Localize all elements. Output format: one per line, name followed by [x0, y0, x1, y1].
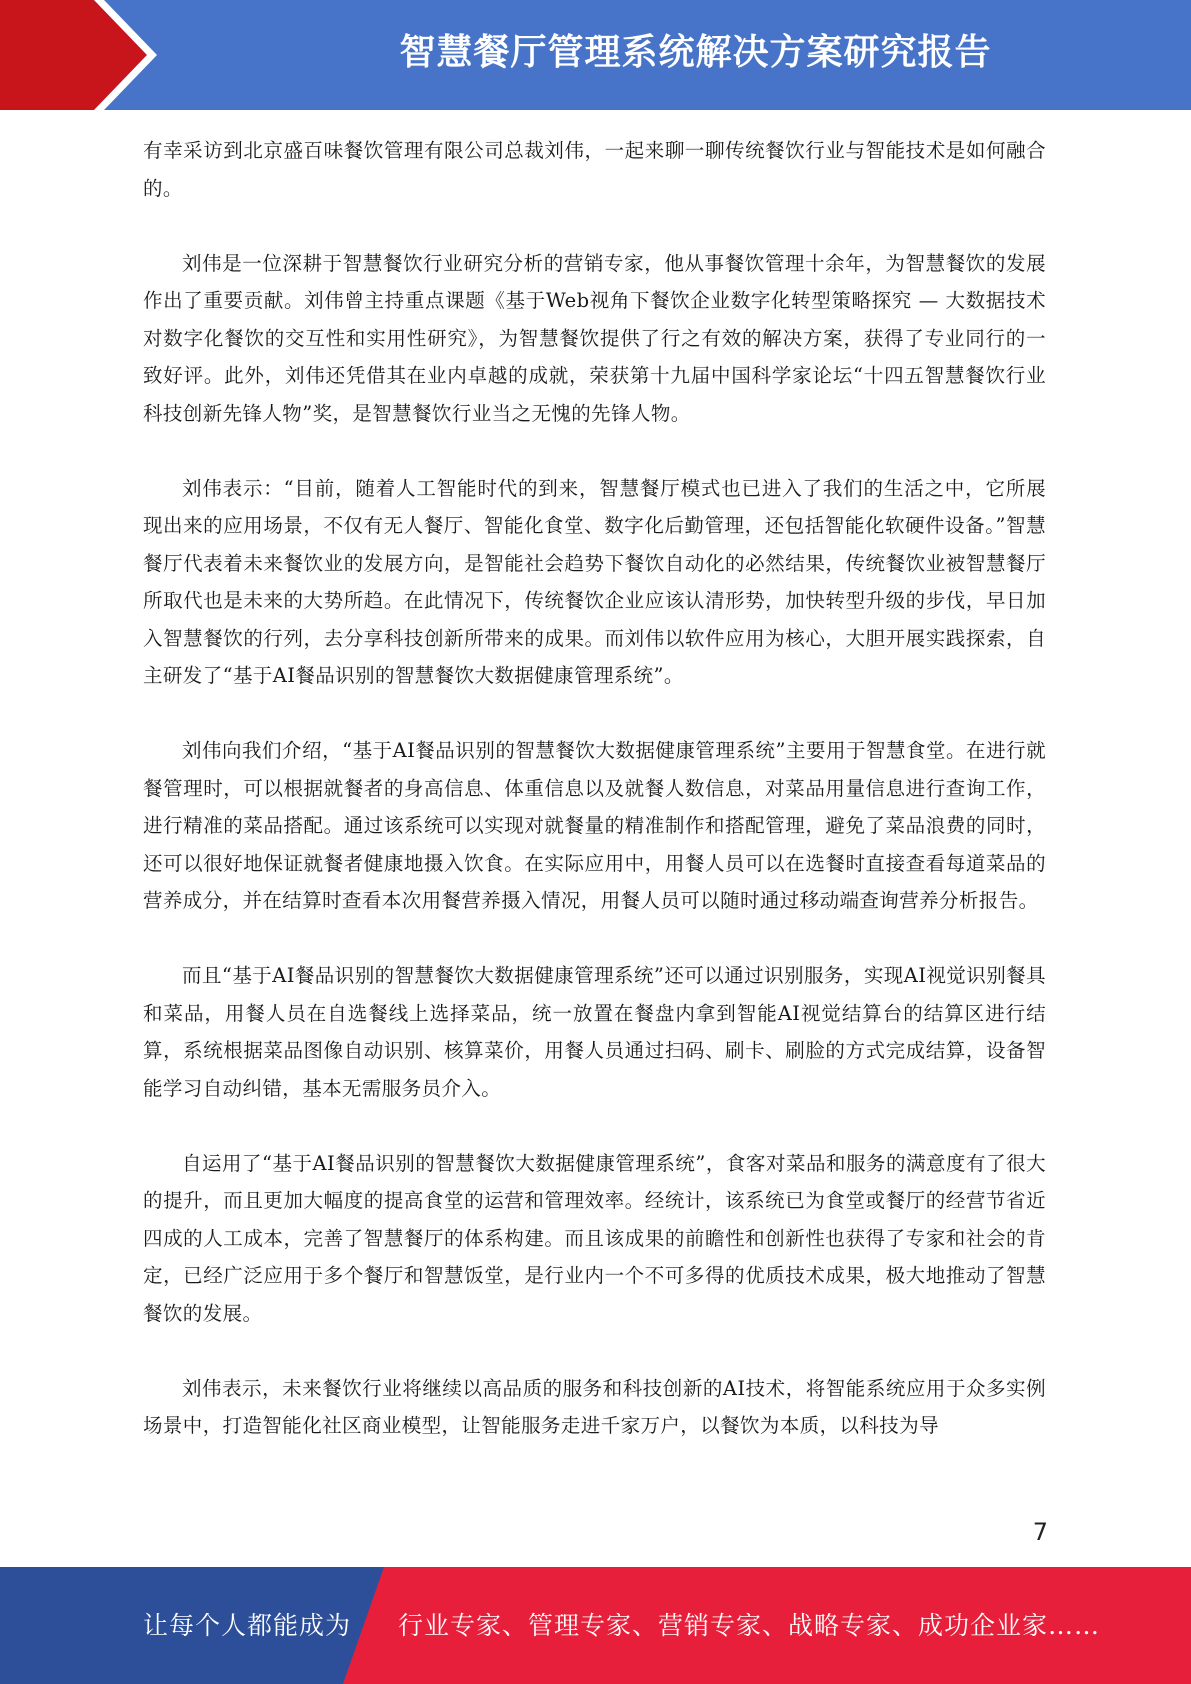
- page-number: 7: [1032, 1518, 1048, 1546]
- paragraph: 刘伟是一位深耕于智慧餐饮行业研究分析的营销专家，他从事餐饮管理十余年，为智慧餐饮的发展作出了重要贡献。刘伟曾主持重点课题《基于Web视角下餐饮企业数字化转型策略探究 — 大数据技术对数字化餐饮的交互性和实用性研究》，为智慧餐饮提供了行之有效的解决方案，获得了专业同行的一致好评。此外，刘伟还凭借其在业内卓越的成就，荣获第十九届中国科学家论坛“十四五智慧餐饮行业科技创新先锋人物”奖，是智慧餐饮行业当之无愧的先锋人物。: [143, 251, 1046, 425]
- paragraph: 而且“基于AI餐品识别的智慧餐饮大数据健康管理系统”还可以通过识别服务，实现AI视觉识别餐具和菜品，用餐人员在自选餐线上选择菜品，统一放置在餐盘内拿到智能AI视觉结算台的结算区进行结算，系统根据菜品图像自动识别、核算菜价，用餐人员通过扫码、刷卡、刷脸的方式完成结算，设备智能学习自动纠错，基本无需服务员介入。: [143, 964, 1046, 1100]
- header-banner: [0, 0, 1191, 110]
- article-body: [143, 132, 1046, 1482]
- footer-slogan-right: 行业专家、管理专家、营销专家、战略专家、成功企业家……: [398, 1611, 1101, 1640]
- paragraph: 刘伟表示：“目前，随着人工智能时代的到来，智慧餐厅模式也已进入了我们的生活之中，它所展现出来的应用场景，不仅有无人餐厅、智能化食堂、数字化后勤管理，还包括智能化软硬件设备。”智慧餐厅代表着未来餐饮业的发展方向，是智能社会趋势下餐饮自动化的必然结果，传统餐饮业被智慧餐厅所取代也是未来的大势所趋。在此情况下，传统餐饮企业应该认清形势，加快转型升级的步伐，早日加入智慧餐饮的行列，去分享科技创新所带来的成果。而刘伟以软件应用为核心，大胆开展实践探索，自主研发了“基于AI餐品识别的智慧餐饮大数据健康管理系统”。: [143, 476, 1046, 687]
- paragraph: 有幸采访到北京盛百味餐饮管理有限公司总裁刘伟，一起来聊一聊传统餐饮行业与智能技术是如何融合的。: [143, 139, 1046, 200]
- paragraph: 自运用了“基于AI餐品识别的智慧餐饮大数据健康管理系统”，食客对菜品和服务的满意度有了很大的提升，而且更加大幅度的提高食堂的运营和管理效率。经统计，该系统已为食堂或餐厅的经营节省近四成的人工成本，完善了智慧餐厅的体系构建。而且该成果的前瞻性和创新性也获得了专家和社会的肯定，已经广泛应用于多个餐厅和智慧饭堂，是行业内一个不可多得的优质技术成果，极大地推动了智慧餐饮的发展。: [143, 1151, 1046, 1325]
- paragraph: 刘伟向我们介绍，“基于AI餐品识别的智慧餐饮大数据健康管理系统”主要用于智慧食堂。在进行就餐管理时，可以根据就餐者的身高信息、体重信息以及就餐人数信息，对菜品用量信息进行查询工作，进行精准的菜品搭配。通过该系统可以实现对就餐量的精准制作和搭配管理，避免了菜品浪费的同时，还可以很好地保证就餐者健康地摄入饮食。在实际应用中，用餐人员可以在选餐时直接查看每道菜品的营养成分，并在结算时查看本次用餐营养摄入情况，用餐人员可以随时通过移动端查询营养分析报告。: [143, 739, 1046, 912]
- footer-banner: [0, 1567, 1191, 1684]
- footer-slogan-left: 让每个人都能成为: [143, 1611, 352, 1640]
- paragraph: 刘伟表示，未来餐饮行业将继续以高品质的服务和科技创新的AI技术，将智能系统应用于众多实例场景中，打造智能化社区商业模型，让智能服务走进千家万户，以餐饮为本质，以科技为导: [143, 1376, 1046, 1437]
- page-title: 智慧餐厅管理系统解决方案研究报告: [399, 32, 992, 73]
